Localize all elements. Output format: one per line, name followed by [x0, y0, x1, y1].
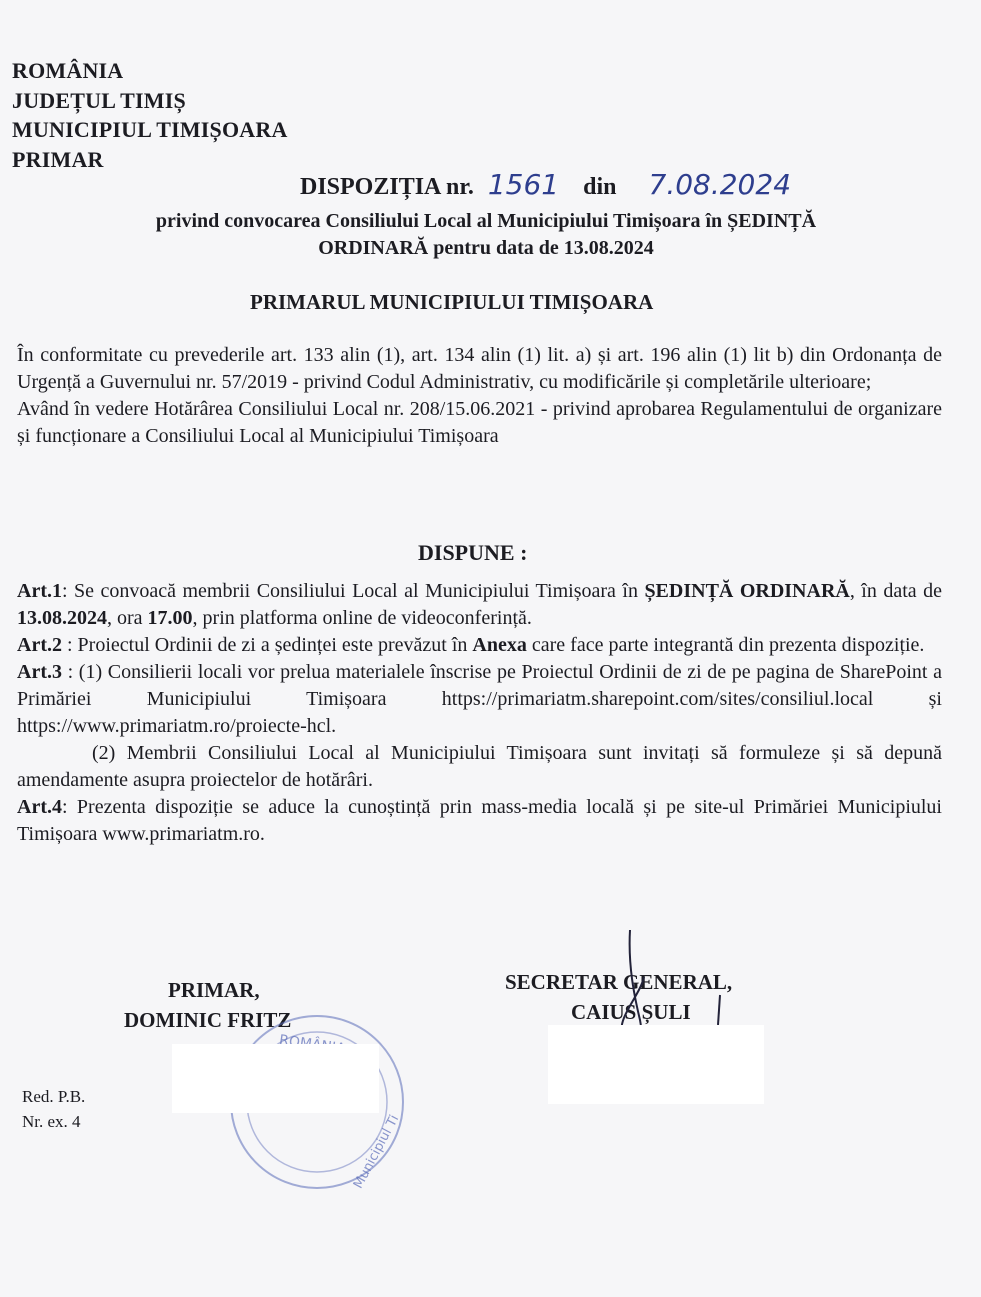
article-4-text: : Prezenta dispoziție se aduce la cunoștință prin mass-media locală și pe site-ul Primăriei Municipiului Timișoara www.primariatm.ro. [17, 796, 942, 845]
issuer-heading: PRIMARUL MUNICIPIULUI TIMIȘOARA [250, 290, 654, 314]
article-2-text-b: care face parte integrantă din prezenta dispoziție. [526, 634, 925, 656]
subtitle-line2: ORDINARĂ pentru data de 13.08.2024 [318, 237, 654, 259]
article-3-label: Art.3 [17, 661, 62, 683]
article-4 [17, 794, 942, 848]
title-from-label: din [583, 174, 617, 200]
article-3-paragraph-1: : (1) Consilierii locali vor prelua materialele înscrise pe Proiectul Ordinii de zi de pe pagina de SharePoint a Primăriei Municipiului Timișoara https://primariatm.sharepoint.com/sites/consiliul.local și https://www.primariatm.ro/proiecte-hcl. [17, 661, 942, 737]
header-country: ROMÂNIA [12, 58, 124, 83]
article-2-label: Art.2 [17, 634, 62, 656]
article-1-date: 13.08.2024 [17, 607, 107, 629]
secretary-title: SECRETAR GENERAL, [505, 970, 733, 994]
preamble-paragraph-2: Având în vedere Hotărârea Consiliului Local nr. 208/15.06.2021 - privind aprobarea Regulamentului de organizare și funcționare a Consiliului Local al Municipiului Timișoara [17, 398, 942, 447]
title-label: DISPOZIȚIA nr. [300, 174, 474, 200]
article-1-session-type: ȘEDINȚĂ ORDINARĂ [644, 580, 850, 602]
mayor-name: DOMINIC FRITZ [124, 1008, 292, 1032]
preamble-paragraph-1: În conformitate cu prevederile art. 133 alin (1), art. 134 alin (1) lit. a) și art. 196 alin (1) lit b) din Ordonanța de Urgență a Guvernului nr. 57/2019 - privind Codul Administrativ, cu modificările și completările ulterioare; [17, 344, 942, 393]
document-subtitle [46, 208, 926, 262]
article-1-hour: 17.00 [147, 607, 193, 629]
secretary-name: CAIUS ȘULI [571, 1000, 691, 1024]
articles [17, 578, 942, 848]
handwritten-number: 1561 [487, 168, 560, 201]
article-1-text-d: , prin platforma online de videoconferință. [192, 607, 532, 629]
article-1-text-a: : Se convoacă membrii Consiliului Local al Municipiului Timișoara în [61, 580, 645, 602]
article-1-text-b: , în data de [849, 580, 942, 602]
article-2 [17, 632, 942, 659]
article-1-label: Art.1 [17, 580, 62, 602]
article-3 [17, 659, 942, 740]
dispune-heading: DISPUNE : [418, 540, 528, 565]
article-2-text-a: : Proiectul Ordinii de zi a ședinței este prevăzut în [61, 634, 473, 656]
article-2-annex: Anexa [472, 634, 527, 656]
footer-copies: Nr. ex. 4 [22, 1112, 81, 1131]
article-3-paragraph-2: (2) Membrii Consiliului Local al Municipiului Timișoara sunt invitați să formuleze și să depună amendamente asupra proiectelor de hotărâri. [17, 742, 942, 791]
redacted-secretary-signature [548, 1025, 764, 1104]
article-4-label: Art.4 [17, 796, 62, 818]
subtitle-line1: privind convocarea Consiliului Local al Municipiului Timișoara în ȘEDINȚĂ [155, 210, 817, 232]
mayor-title: PRIMAR, [168, 978, 260, 1002]
handwritten-date: 7.08.2024 [648, 168, 792, 201]
preamble [17, 342, 942, 450]
document-title [300, 168, 791, 201]
article-1 [17, 578, 942, 632]
redacted-mayor-signature [172, 1044, 379, 1113]
footer-redactor: Red. P.B. [22, 1087, 86, 1106]
svg-text:Municipiul Ti: Municipiul Ti [350, 1112, 403, 1192]
header-municipality: MUNICIPIUL TIMIȘOARA [12, 117, 288, 142]
header-office: PRIMAR [12, 147, 104, 172]
article-1-text-c: , ora [107, 607, 148, 629]
header-county: JUDEȚUL TIMIȘ [12, 88, 186, 113]
